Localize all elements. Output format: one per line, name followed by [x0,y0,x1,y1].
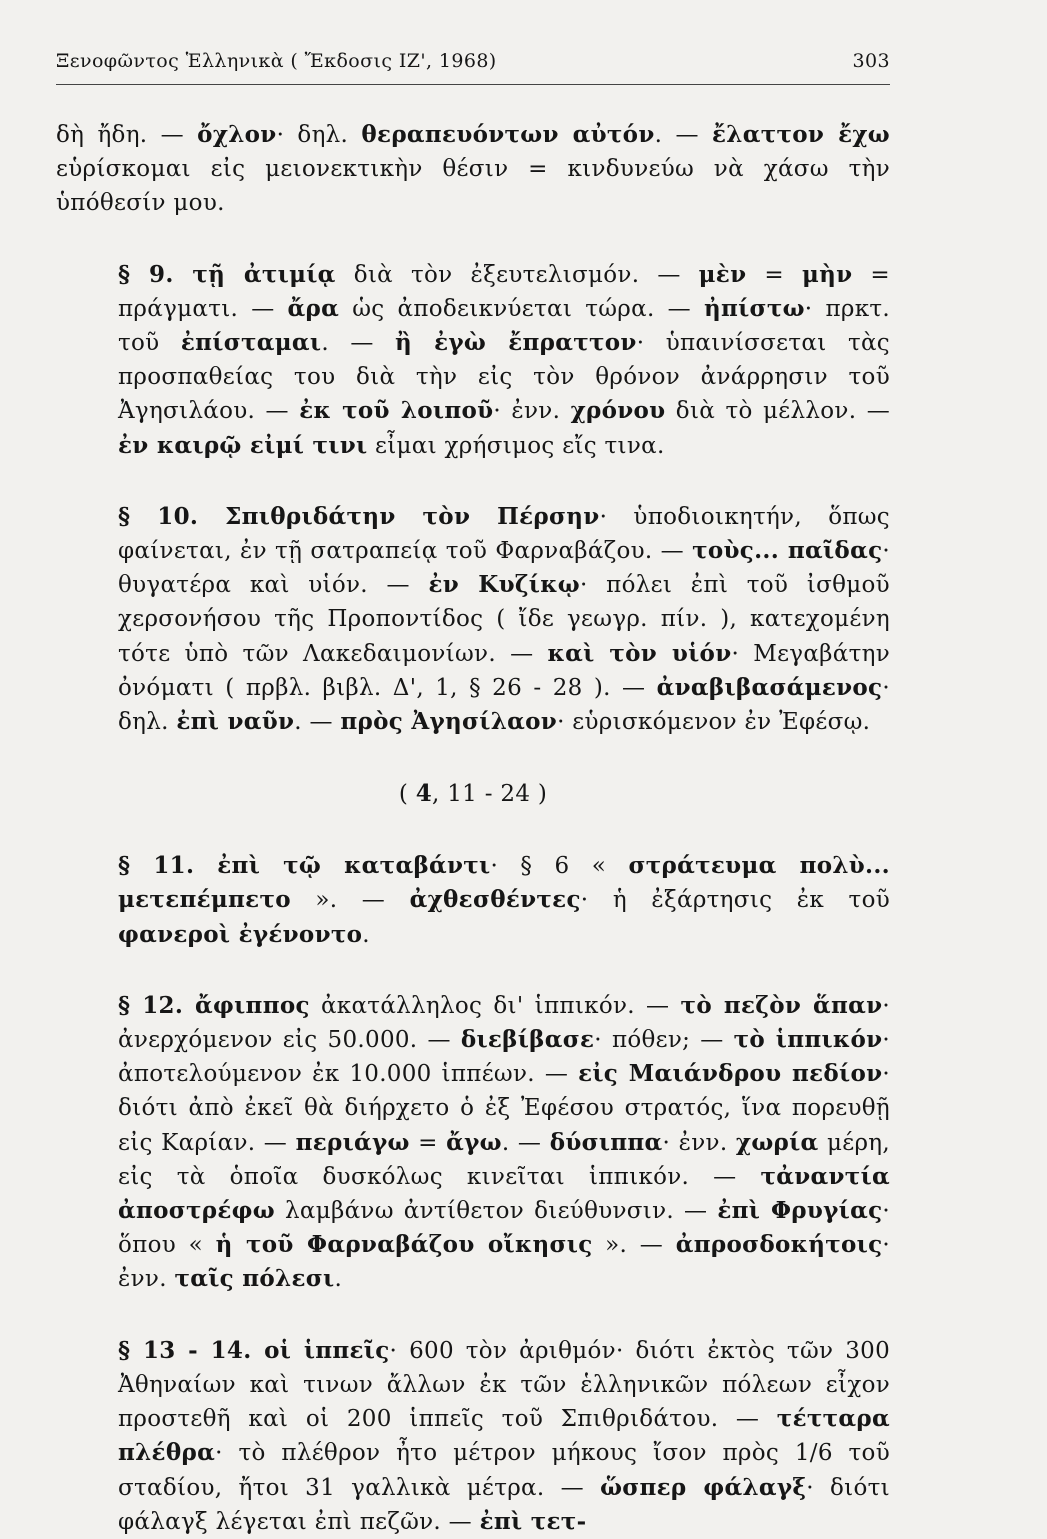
running-header [56,50,890,85]
lemma-text: ἄγω [446,1128,502,1156]
gloss-text: · εὑρισκόμενον ἐν Ἐφέσῳ. [557,709,871,736]
lemma-text: ἀποστρέφω [118,1197,275,1225]
lemma-text: § 9. τῇ ἀτιμίᾳ [118,260,336,288]
gloss-text: · 600 τὸν ἀριθμόν· διότι ἐκτὸς τῶν 300 Ἀθηναίων καὶ τινων ἄλλων ἐκ τῶν ἑλληνικῶν πόλεων εἶχον προστεθῆ καὶ οἱ 200 ἱππεῖς τοῦ Σπιθριδάτου. — [118,1337,891,1433]
gloss-text: . [334,1266,343,1293]
section-marker-num: 4 [415,780,433,808]
lemma-text: καὶ τὸν υἱόν [547,639,732,667]
gloss-text: = [409,1129,447,1156]
header-title: Ξενοφῶντος Ἑλληνικὰ ( Ἔκδοσις ΙΖ', 1968) [56,50,497,72]
lemma-text: ταῖς πόλεσι [174,1265,335,1293]
commentary-paragraph [56,989,890,1297]
gloss-text: = [746,261,802,288]
gloss-text: · ἡ ἐξάρτησις ἐκ τοῦ [580,887,890,914]
lemma-text: χωρία [735,1128,819,1156]
commentary-paragraph [56,849,890,952]
gloss-text: διὰ τὸν ἐξευτελισμόν. — [335,261,699,288]
lemma-text: § 13 - 14. οἱ ἱππεῖς [118,1336,390,1364]
section-marker [56,777,890,811]
lemma-text: ἠπίστω [703,294,805,322]
lemma-text: ἐν Κυζίκῳ [428,571,580,599]
lemma-text: ἔλαττον ἔχω [711,121,890,148]
gloss-text: · ὑποδιοικητήν, ὅπως φαίνεται, ἐν τῇ σατραπείᾳ τοῦ Φαρναβάζου. — [118,503,890,565]
lemma-text: § 11. ἐπὶ τῷ καταβάντι [118,852,491,880]
commentary-group-1 [56,118,890,739]
gloss-text: · ὑπαινίσσεται τὰς προσπαθείας του διὰ τὴν εἰς τὸν θρόνον ἀνάρρησιν τοῦ Ἀγησιλάου. — [118,330,890,425]
gloss-text: · θυγατέρα καὶ υἱόν. — [118,538,891,599]
gloss-text: . — [294,709,341,736]
gloss-text: · ἐνν. [662,1129,736,1156]
commentary-group-2 [56,849,890,1539]
gloss-text: εὑρίσκομαι εἰς μειονεκτικὴν θέσιν = κινδυνεύω νὰ χάσω τὴν ὑπόθεσίν μου. [56,156,890,217]
gloss-text: · πρκτ. τοῦ [118,295,891,357]
lemma-text: χρόνου [570,397,666,425]
gloss-text: · Μεγαβάτην ὀνόματι ( πρβλ. βιβλ. Δ', 1, § 26 - 28 ). — [118,640,890,701]
gloss-text: . — [654,122,712,148]
lemma-text: τοὺς... παῖδας [692,537,883,565]
lemma-text: μὲν [698,260,747,288]
lemma-text: ἀχθεσθέντες [409,886,581,914]
gloss-text: · § 6 « [490,853,629,880]
section-marker-open: ( [398,781,416,808]
lemma-text: φανεροὶ ἐγένοντο [118,920,363,948]
lemma-text: στράτευμα πολὺ... μετεπέμπετο [118,852,890,914]
lemma-text: § 10. Σπιθριδάτην τὸν Πέρσην [118,502,600,530]
gloss-text: · ἀποτελούμενον ἐκ 10.000 ἱππέων. — [118,1027,890,1088]
lemma-text: ἐπὶ ναῦν [176,708,295,736]
commentary-paragraph [56,500,890,739]
lemma-text: θεραπευόντων αὐτόν [361,121,655,148]
gloss-text: ὡς ἀποδεικνύεται τώρα. — [339,295,704,322]
gloss-text: · ἐνν. [118,1232,890,1293]
lemma-text: δύσιππα [549,1128,663,1156]
lemma-text: ἐπὶ τετ- [479,1507,587,1535]
lemma-text: μὴν [801,260,853,288]
commentary-body [56,118,890,1539]
lemma-text: τέτταρα πλέθρα [118,1405,890,1467]
lemma-text: τὸ ἱππικόν [733,1026,883,1054]
lemma-text: ἢ ἐγὼ ἔπραττον [395,329,637,357]
gloss-text: ἀκατάλληλος δι' ἱππικόν. — [309,992,681,1019]
lemma-text: ἐκ τοῦ λοιποῦ [299,397,494,425]
lemma-text: ὥσπερ φάλαγξ [600,1473,807,1501]
section-marker-rest: , 11 - 24 ) [432,781,548,808]
lemma-text: ἐπὶ Φρυγίας [717,1197,883,1225]
gloss-text: δὴ ἤδη. — [56,122,198,148]
lemma-text: περιάγω [295,1128,410,1156]
gloss-text: ». — [290,887,410,914]
gloss-text: εἶμαι χρήσιμος εἴς τινα. [367,432,665,459]
gloss-text: . — [501,1129,550,1156]
lemma-text: διεβίβασε [460,1026,595,1054]
lemma-text: ἄρα [287,294,340,322]
lemma-text: ἀναβιβασάμενος [656,673,883,701]
gloss-text: · ὅπου « [118,1198,891,1259]
gloss-text: · ἀνερχόμενον εἰς 50.000. — [118,992,890,1054]
gloss-text: · δηλ. [276,122,362,148]
commentary-paragraph [56,118,890,221]
lemma-text: τἀναντία [760,1162,890,1190]
commentary-paragraph [56,258,890,463]
commentary-paragraph [56,1334,890,1539]
gloss-text: · πόλει ἐπὶ τοῦ ἰσθμοῦ χερσονήσου τῆς Προποντίδος ( ἴδε γεωγρ. πίν. ), κατεχομένη τότε ὑπὸ τῶν Λακεδαιμονίων. — [118,572,890,667]
gloss-text: διὰ τὸ μέλλον. — [665,398,890,425]
gloss-text: · τὸ πλέθρον ἦτο μέτρον μήκους ἴσον πρὸς 1/6 τοῦ σταδίου, ἤτοι 31 γαλλικὰ μέτρα. — [118,1440,890,1501]
gloss-text: . [362,921,370,948]
gloss-text: · ἐνν. [493,398,571,425]
gloss-text: · δηλ. [118,674,890,736]
gloss-text: μέρη, εἰς τὰ ὁποῖα δυσκόλως κινεῖται ἱππικόν. — [118,1129,890,1190]
gloss-text: . — [321,330,396,357]
lemma-text: πρὸς Ἀγησίλαον [340,708,558,736]
gloss-text: ». — [592,1232,676,1259]
gloss-text: · διότι φάλαγξ λέγεται ἐπὶ πεζῶν. — [118,1474,890,1535]
page-number: 303 [852,50,890,72]
gloss-text: = πράγματι. — [118,261,891,322]
lemma-text: εἰς Μαιάνδρου πεδίον [578,1060,883,1088]
lemma-text: ἡ τοῦ Φαρναβάζου οἴκησις [215,1231,593,1259]
gloss-text: · πόθεν; — [594,1027,734,1054]
lemma-text: ἐπίσταμαι [180,329,322,357]
gloss-text: λαμβάνω ἀντίθετον διεύθυνσιν. — [275,1198,718,1225]
lemma-text: ὄχλον [197,121,277,148]
lemma-text: § 12. ἄφιππος [118,991,310,1019]
lemma-text: ἐν καιρῷ εἰμί τινι [118,431,368,459]
lemma-text: τὸ πεζὸν ἅπαν [680,991,883,1019]
lemma-text: ἀπροσδοκήτοις [675,1231,883,1259]
gloss-text: · διότι ἀπὸ ἐκεῖ θὰ διήρχετο ὁ ἐξ Ἐφέσου στρατός, ἵνα πορευθῇ εἰς Καρίαν. — [118,1061,890,1156]
